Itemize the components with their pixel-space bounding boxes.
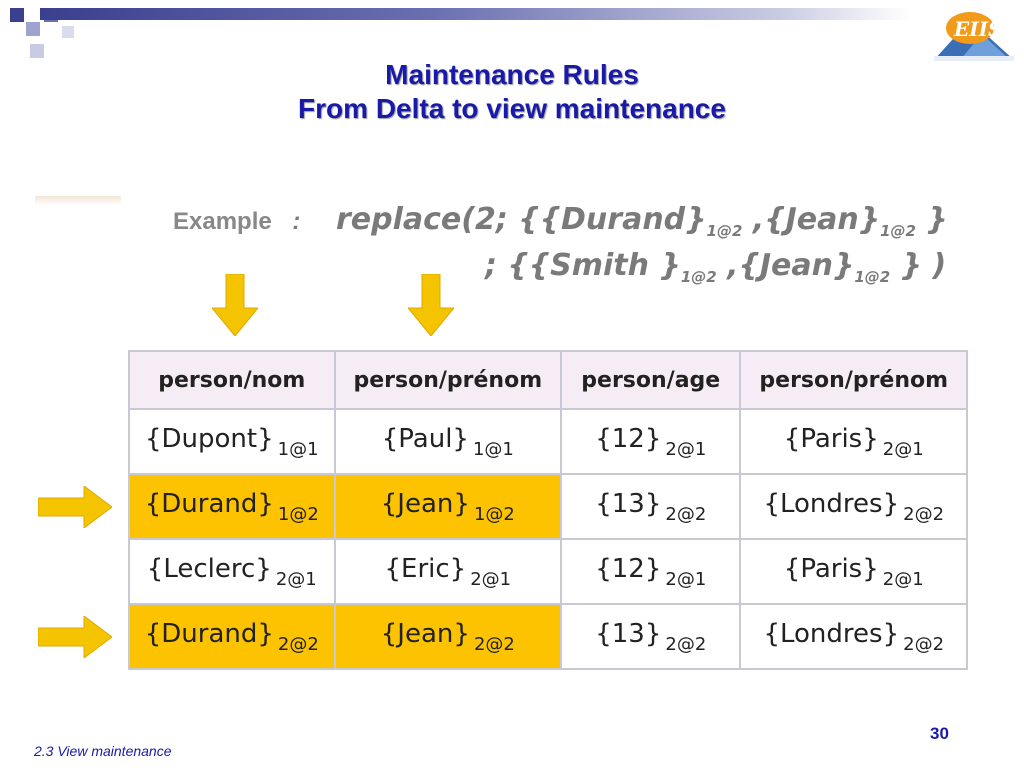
table-cell-highlighted: {Durand} $_{1@2}$ xyxy=(129,474,335,539)
right-arrow-icon xyxy=(38,616,112,658)
down-arrow-icon xyxy=(408,274,454,336)
decor-square xyxy=(62,26,74,38)
table-cell: {13} $_{2@2}$ xyxy=(561,474,740,539)
table-row-highlighted xyxy=(129,604,967,669)
column-header: person/age xyxy=(561,351,740,409)
column-header: person/prénom xyxy=(335,351,561,409)
table-cell: {12} $_{2@1}$ xyxy=(561,409,740,474)
table-row xyxy=(129,539,967,604)
column-header: person/prénom xyxy=(740,351,967,409)
down-arrow-icon xyxy=(212,274,258,336)
table-header-row xyxy=(129,351,967,409)
decor-square xyxy=(10,8,24,22)
example-colon: : xyxy=(292,208,301,235)
table-cell-highlighted: {Durand} $_{2@2}$ xyxy=(129,604,335,669)
table-cell: {13} $_{2@2}$ xyxy=(561,604,740,669)
title-line-1: Maintenance Rules xyxy=(385,59,639,90)
table-cell: {Londres} $_{2@2}$ xyxy=(740,604,967,669)
example-expression-line-2: ; {{Smith }$_{1@2}$ $,\{Jean\}_{1@2}$ } ) xyxy=(485,248,947,286)
header-gradient-bar xyxy=(40,8,910,20)
svg-text:EIIS: EIIS xyxy=(954,17,1003,41)
table-cell: {Dupont} $_{1@1}$ xyxy=(129,409,335,474)
table-cell: {Paul} $_{1@1}$ xyxy=(335,409,561,474)
view-table xyxy=(128,350,968,670)
decor-square xyxy=(26,22,40,36)
table-row xyxy=(129,409,967,474)
table-cell-highlighted: {Jean} $_{2@2}$ xyxy=(335,604,561,669)
title-line-2: From Delta to view maintenance xyxy=(298,93,726,124)
table-row-highlighted xyxy=(129,474,967,539)
table-cell: {Paris} $_{2@1}$ xyxy=(740,409,967,474)
table-cell-highlighted: {Jean} $_{1@2}$ xyxy=(335,474,561,539)
footer-section-label: 2.3 View maintenance xyxy=(34,743,172,759)
column-header: person/nom xyxy=(129,351,335,409)
eiis-logo xyxy=(930,6,1018,64)
table-cell: {Eric} $_{2@1}$ xyxy=(335,539,561,604)
table-cell: {12} $_{2@1}$ xyxy=(561,539,740,604)
example-label: Example : xyxy=(173,208,301,235)
page-number: 30 xyxy=(930,724,949,743)
decor-strip xyxy=(35,196,121,206)
slide-title xyxy=(0,58,1024,126)
table-cell: {Paris} $_{2@1}$ xyxy=(740,539,967,604)
table-cell: {Leclerc} $_{2@1}$ xyxy=(129,539,335,604)
example-expression-line-1: replace(2; {$\{Durand\}_{1@2}$ $,\{Jean\}_{1@2}$ } xyxy=(336,202,948,240)
right-arrow-icon xyxy=(38,486,112,528)
decor-square xyxy=(30,44,44,58)
table-cell: {Londres} $_{2@2}$ xyxy=(740,474,967,539)
